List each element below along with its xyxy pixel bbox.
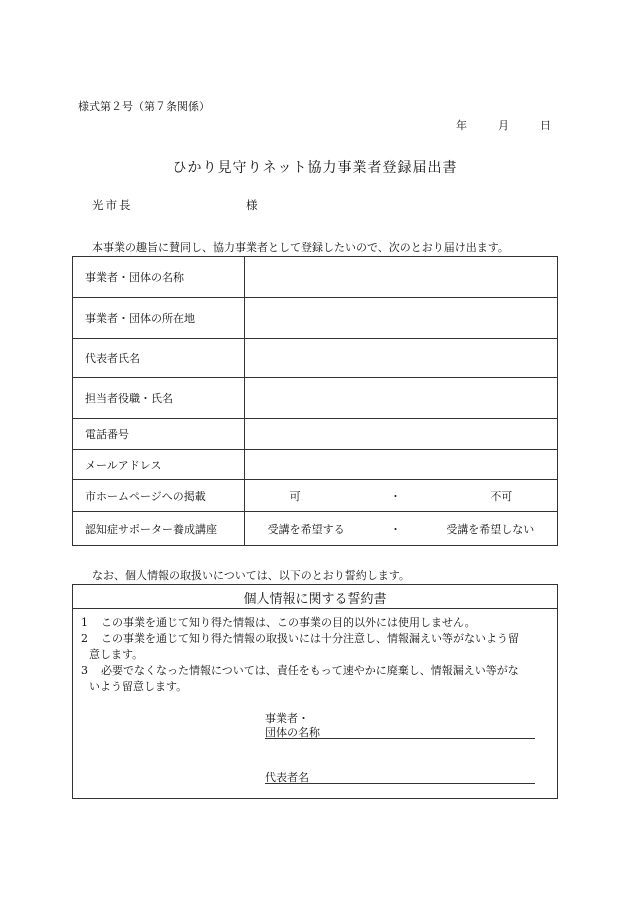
clause-number: 1: [81, 616, 88, 629]
label-email: メールアドレス: [73, 450, 245, 480]
signature-org-label: 団体の名称: [265, 726, 320, 739]
date-year-label: 年: [456, 119, 467, 132]
label-contact-person: 担当者役職・氏名: [73, 378, 245, 419]
option-wish-attend[interactable]: 受講を希望する: [267, 522, 345, 536]
pledge-clause-2: [81, 631, 551, 663]
intro-text: 本事業の趣旨に賛同し、協力事業者として登録したいので、次のとおり届け出ます。: [92, 241, 509, 254]
pledge-divider: [73, 608, 557, 609]
privacy-note: なお、個人情報の取扱いについては、以下のとおり誓約します。: [92, 569, 410, 582]
phone-field[interactable]: [245, 419, 558, 450]
form-row-dementia-course: [73, 512, 558, 546]
clause-number: 3: [81, 664, 88, 677]
clause-text-continued: 意します。: [89, 648, 144, 661]
signature-org-label-top: 事業者・: [265, 712, 309, 725]
org-address-field[interactable]: [245, 298, 558, 339]
label-org-address: 事業者・団体の所在地: [73, 298, 245, 339]
privacy-pledge-box: [72, 584, 558, 799]
clause-number: 2: [81, 632, 88, 645]
clause-text-continued: いよう留意します。: [89, 680, 188, 693]
form-row-phone: [73, 419, 558, 450]
label-phone: 電話番号: [73, 419, 245, 450]
form-number: 様式第２号（第７条関係）: [78, 100, 210, 113]
addressee-honorific: 様: [246, 198, 258, 212]
contact-person-field[interactable]: [245, 378, 558, 419]
date-day-label: 日: [540, 119, 551, 132]
form-row-org-address: [73, 298, 558, 339]
form-row-representative: [73, 339, 558, 378]
signature-org-name-line[interactable]: [265, 724, 535, 739]
registration-form-table: [72, 256, 558, 546]
date-month-label: 月: [498, 119, 509, 132]
form-row-org-name: [73, 257, 558, 298]
document-title: ひかり見守りネット協力事業者登録届出書: [172, 160, 458, 176]
website-listing-options: [245, 480, 558, 512]
option-separator: ・: [389, 489, 401, 503]
dementia-course-options: [245, 512, 558, 546]
label-representative: 代表者氏名: [73, 339, 245, 378]
label-dementia-course: 認知症サポーター養成講座: [73, 512, 245, 546]
label-org-name: 事業者・団体の名称: [73, 257, 245, 298]
form-row-contact-person: [73, 378, 558, 419]
org-name-field[interactable]: [245, 257, 558, 298]
clause-text: この事業を通じて知り得た情報は、この事業の目的以外には使用しません。: [101, 616, 476, 629]
clause-text: 必要でなくなった情報については、責任をもって速やかに廃棄し、情報漏えい等がな: [101, 664, 519, 677]
option-disallow[interactable]: 不可: [490, 489, 513, 503]
option-allow[interactable]: 可: [289, 489, 301, 503]
form-row-email: [73, 450, 558, 480]
addressee-name: 光市長: [92, 198, 133, 212]
pledge-clause-1: [81, 615, 551, 631]
option-separator: ・: [389, 522, 401, 536]
representative-field[interactable]: [245, 339, 558, 378]
clause-text: この事業を通じて知り得た情報の取扱いには十分注意し、情報漏えい等がないよう留: [101, 632, 519, 645]
pledge-title: 個人情報に関する誓約書: [243, 592, 387, 607]
signature-representative-line[interactable]: [265, 769, 535, 784]
email-field[interactable]: [245, 450, 558, 480]
option-not-attend[interactable]: 受講を希望しない: [446, 522, 535, 536]
signature-rep-label: 代表者名: [265, 771, 309, 784]
label-website-listing: 市ホームページへの掲載: [73, 480, 245, 512]
pledge-clause-3: [81, 663, 551, 695]
form-row-website-listing: [73, 480, 558, 512]
